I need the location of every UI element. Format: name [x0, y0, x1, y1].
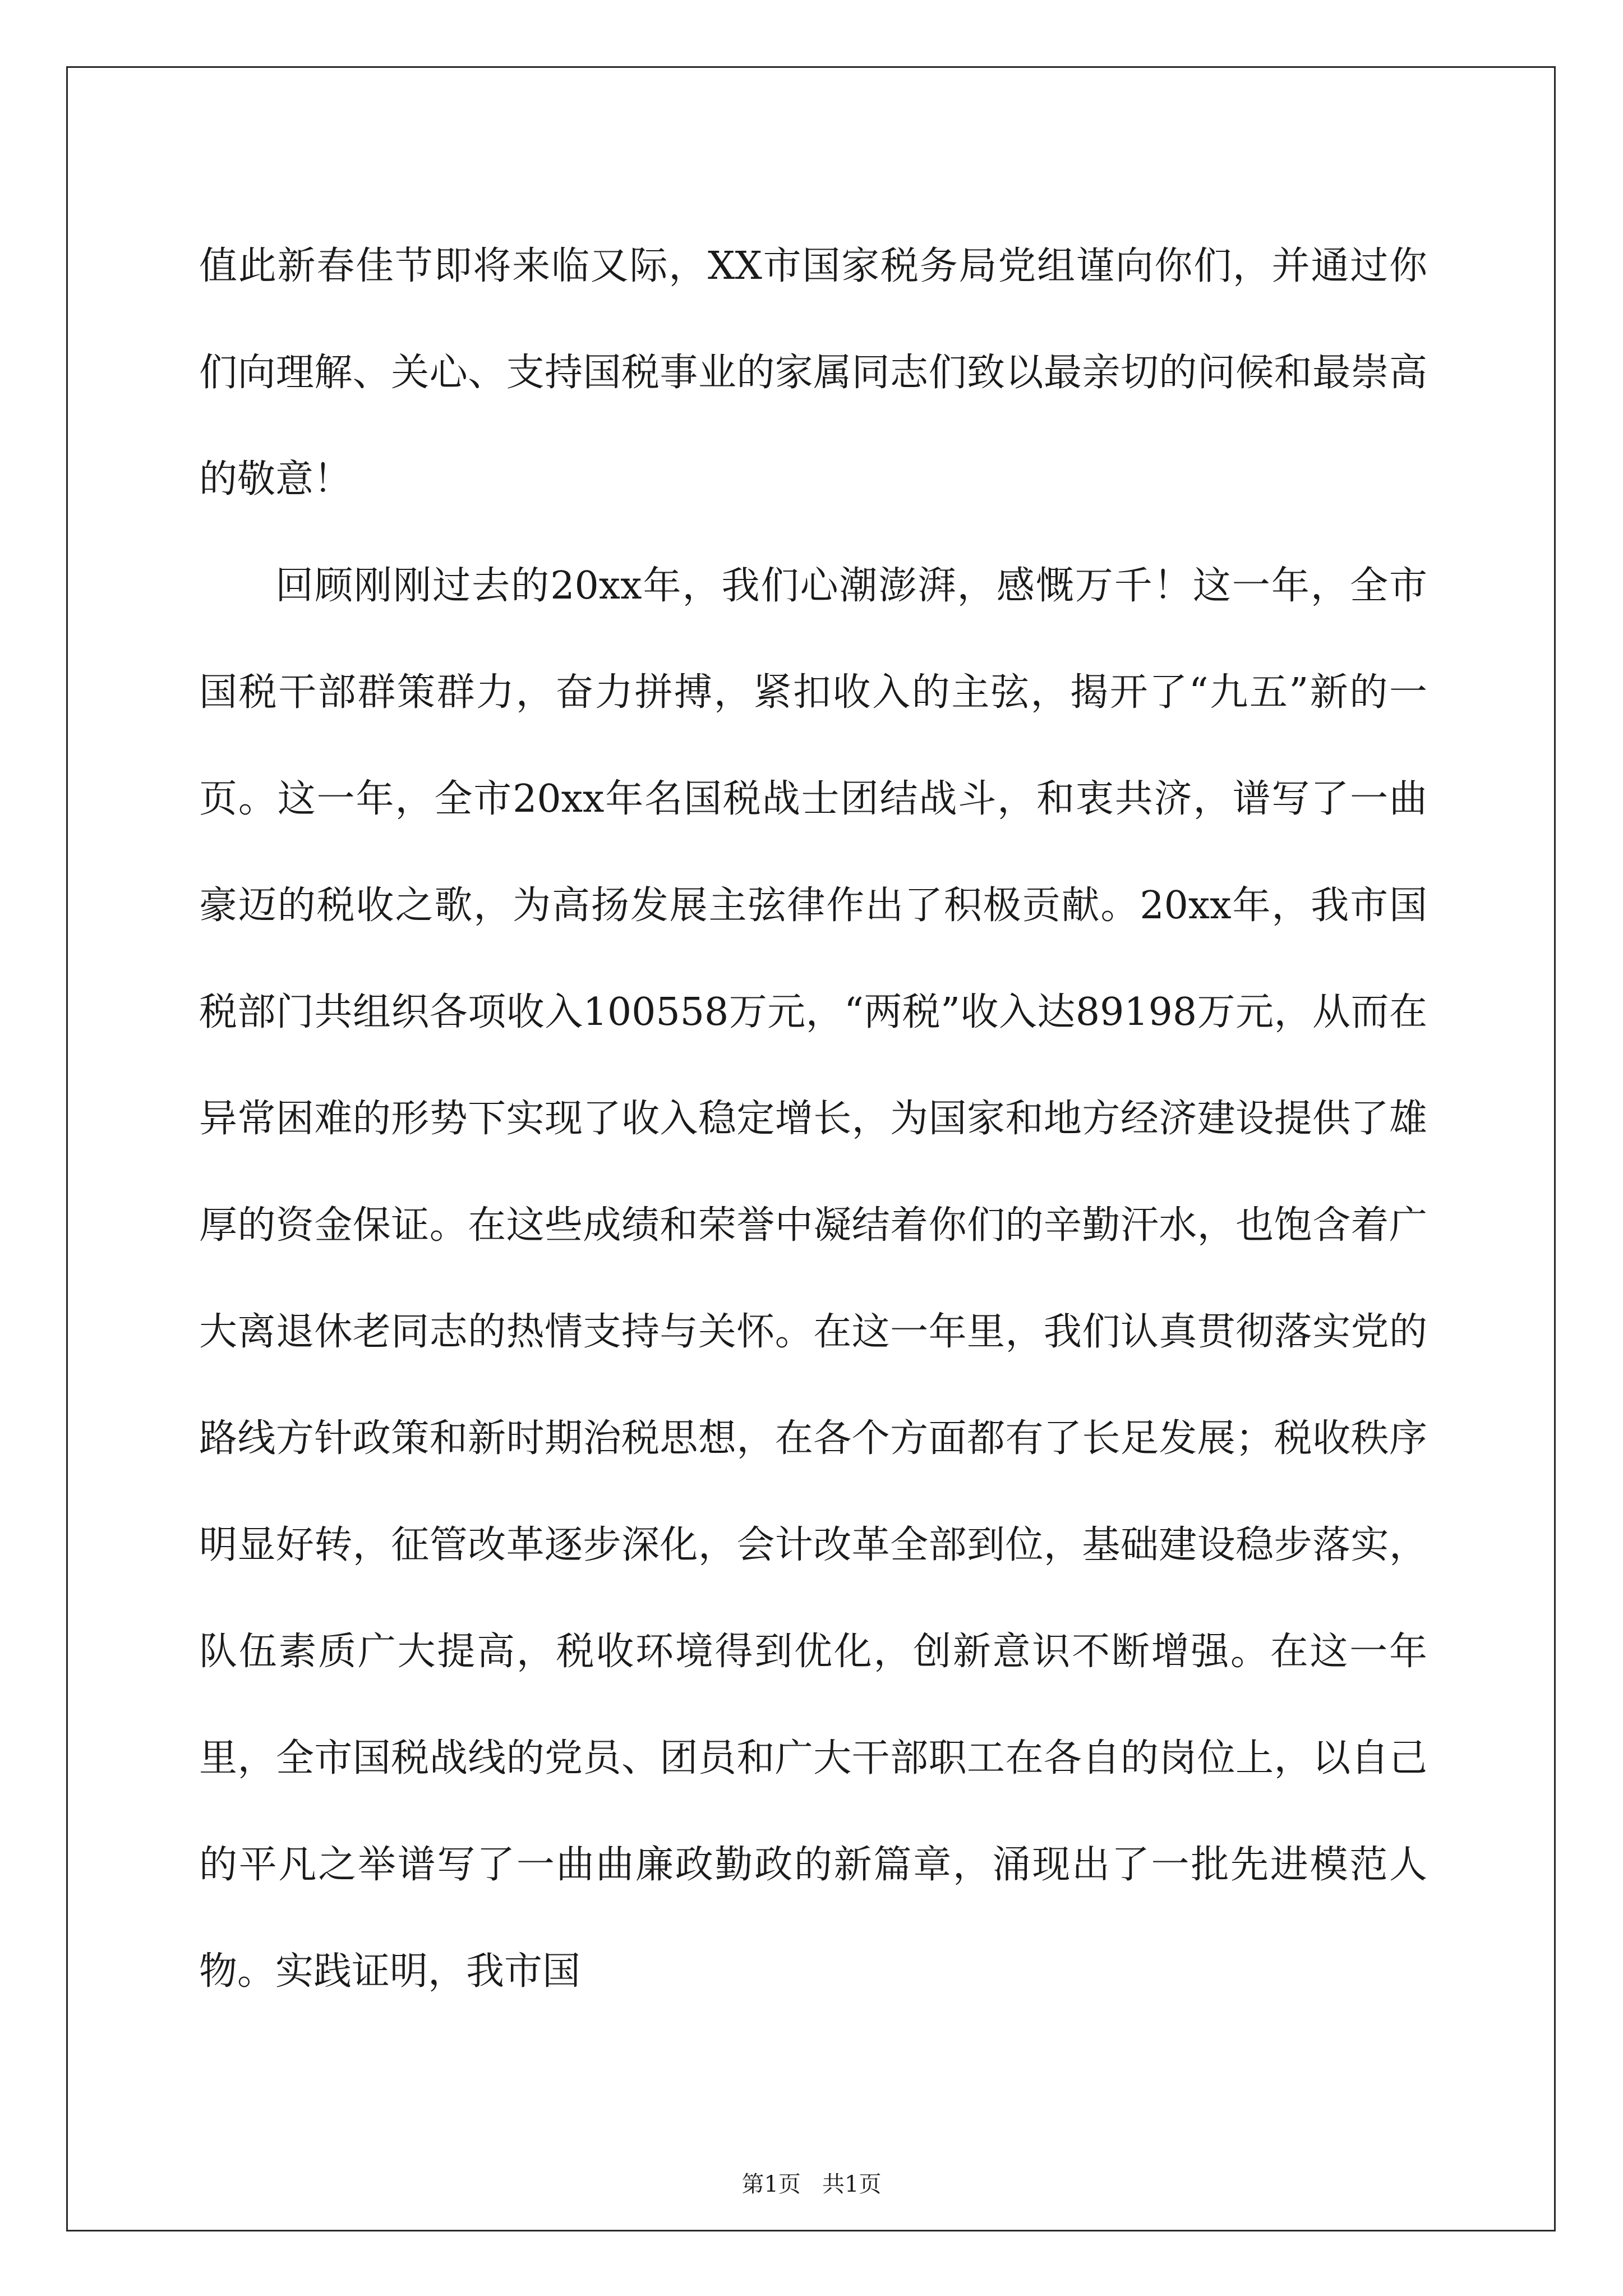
page-footer: 第1页 共1页 [741, 2171, 882, 2197]
paragraph-greeting: 值此新春佳节即将来临又际，XX市国家税务局党组谨向你们，并通过你们向理解、关心、支持国税事业的家属同志们致以最亲切的问候和最崇高的敬意！ [199, 244, 1427, 501]
document-body [199, 213, 1427, 2025]
paragraph-review: 回顾刚刚过去的20xx年，我们心潮澎湃，感慨万千！这一年，全市国税干部群策群力，奋力拼搏，紧扣收入的主弦，揭开了“九五”新的一页。这一年，全市20xx年名国税战士团结战斗，和衷共济，谱写了一曲豪迈的税收之歌，为高扬发展主弦律作出了积极贡献。20xx年，我市国税部门共组织各项收入100558万元，“两税”收入达89198万元，从而在异常困难的形势下实现了收入稳定增长，为国家和地方经济建设提供了雄厚的资金保证。在这些成绩和荣誉中凝结着你们的辛勤汗水，也饱含着广大离退休老同志的热情支持与关怀。在这一年里，我们认真贯彻落实党的路线方针政策和新时期治税思想，在各个方面都有了长足发展；税收秩序明显好转，征管改革逐步深化，会计改革全部到位，基础建设稳步落实，队伍素质广大提高，税收环境得到优化，创新意识不断增强。在这一年里，全市国税战线的党员、团员和广大干部职工在各自的岗位上，以自己的平凡之举谱写了一曲曲廉政勤政的新篇章，涌现出了一批先进模范人物。实践证明，我市国 [199, 564, 1427, 1994]
